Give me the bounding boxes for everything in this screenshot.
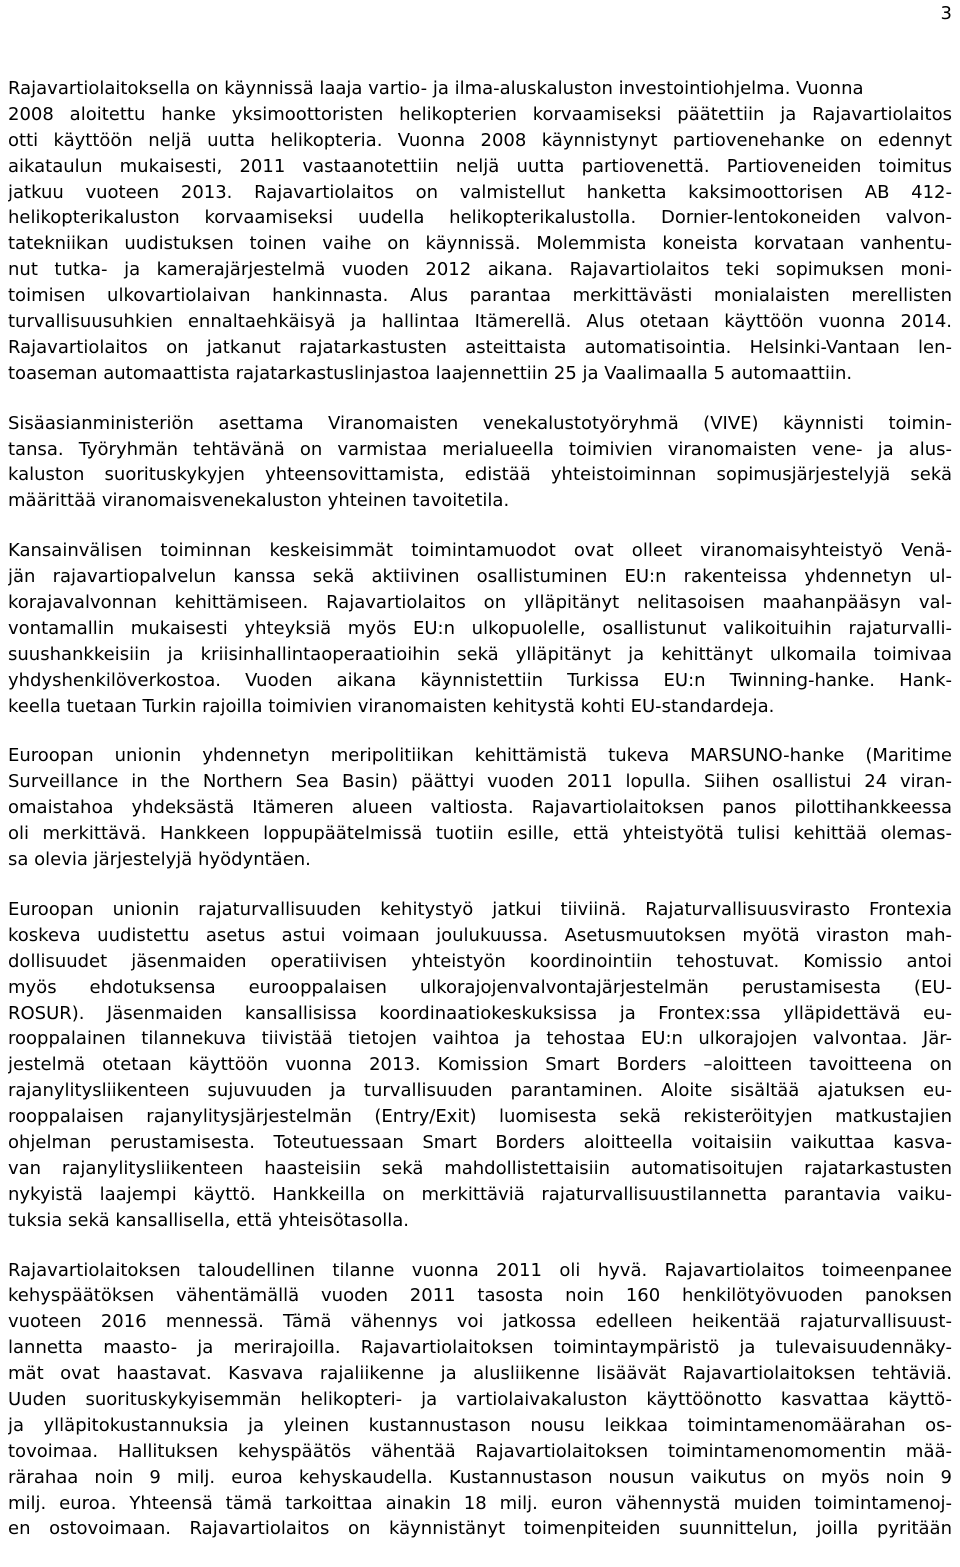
text-line: milj. euroa. Yhteensä tämä tarkoittaa ainakin 18 milj. euron vähennystä muiden toimintamenoj- <box>8 1492 952 1514</box>
text-line: tansa. Työryhmän tehtävänä on varmistaa merialueella toimivien viranomaisten vene- ja alus- <box>8 438 952 460</box>
text-line: rärahaa noin 9 milj. euroa kehyskaudella. Kustannustason nousun vaikutus on myös noin 9 <box>8 1466 952 1488</box>
text-line: myös ehdotuksensa eurooppalaisen ulkorajojenvalvontajärjestelmän perustamisesta (EU- <box>8 976 952 998</box>
text-line: ROSUR). Jäsenmaiden kansallisissa koordinaatiokeskuksissa ja Frontex:ssa ylläpidettävä eu- <box>8 1002 952 1024</box>
text-line: sa olevia järjestelyjä hyödyntäen. <box>8 849 311 871</box>
text-line: koskeva uudistettu asetus astui voimaan joulukuussa. Asetusmuutoksen myötä viraston mah- <box>8 924 952 946</box>
text-line: oli merkittävä. Hankkeen loppupäätelmissä tuotiin esille, että yhteistyötä tulisi kehittää olemas- <box>8 823 952 845</box>
text-line: jän rajavartiopalvelun kanssa sekä aktiivinen osallistuminen EU:n rakenteissa yhdennetyn ul- <box>8 566 952 588</box>
text-line: van rajanylitysliikenteen haasteisiin sekä mahdollistettaisiin automatisoitujen rajatarkastusten <box>8 1157 952 1179</box>
text-line: ohjelman perustamisesta. Toteutuessaan Smart Borders aloitteella voitaisiin vaikuttaa kasva- <box>8 1131 952 1153</box>
text-line: jestelmä otetaan käyttöön vuonna 2013. Komission Smart Borders –aloitteen tavoitteena on <box>8 1054 952 1076</box>
text-line: ja ylläpitokustannuksia ja yleinen kustannustason nousu leikkaa toimintamenomäärahan os- <box>8 1414 952 1436</box>
text-line: tuksia sekä kansallisella, että yhteisötasolla. <box>8 1209 409 1231</box>
document-body <box>8 76 952 1566</box>
text-line: turvallisuusuhkien ennaltaehkäisyä ja hallintaa Itämerellä. Alus otetaan käyttöön vuonna 2014. <box>8 311 952 333</box>
text-line: nykyistä laajempi käyttö. Hankkeilla on merkittäviä rajaturvallisuustilannetta parantavia vaiku- <box>8 1183 952 1205</box>
text-line: rooppalainen tilannekuva tiivistää tietojen vaihtoa ja tehostaa EU:n ulkorajojen valvontaa. Jär- <box>8 1028 952 1050</box>
text-line: tovoimaa. Hallituksen kehyspäätös vähentää Rajavartiolaitoksen toimintamenomomentin mää- <box>8 1440 952 1462</box>
text-line: Euroopan unionin yhdennetyn meripolitiikan kehittämistä tukeva MARSUNO-hanke (Maritime <box>8 745 952 767</box>
text-line: määrittää viranomaisvenekaluston yhteinen tavoitetila. <box>8 490 510 512</box>
text-line: Rajavartiolaitoksella on käynnissä laaja vartio- ja ilma-aluskaluston investointiohjelma. Vuonna <box>8 78 864 99</box>
text-line: korajavalvonnan kehittämiseen. Rajavartiolaitos on ylläpitänyt nelitasoisen maahanpääsyn val- <box>8 592 952 614</box>
text-line: Euroopan unionin rajaturvallisuuden kehitystyö jatkui tiiviinä. Rajaturvallisuusvirasto Frontexia <box>8 898 952 920</box>
text-line: toaseman automaattista rajatarkastuslinjastoa laajennettiin 25 ja Vaalimaalla 5 automaattiin. <box>8 362 853 384</box>
text-line: Kansainvälisen toiminnan keskeisimmät toimintamuodot ovat olleet viranomaisyhteistyö Venä- <box>8 540 952 562</box>
text-line: toimisen ulkovartiolaivan hankinnasta. Alus parantaa merkittävästi monialaisten merellisten <box>8 285 952 307</box>
text-line: Uuden suorituskykyisemmän helikopteri- ja vartiolaivakaluston käyttöönotto kasvattaa käyttö- <box>8 1388 952 1410</box>
text-line: rajanylitysliikenteen sujuvuuden ja turvallisuuden parantaminen. Aloite sisältää ajatuksen eu- <box>8 1080 952 1102</box>
paragraph <box>8 897 952 1234</box>
text-line: nut tutka- ja kamerajärjestelmä vuoden 2012 aikana. Rajavartiolaitos teki sopimuksen moni- <box>8 259 952 281</box>
text-line: vuoteen 2016 mennessä. Tämä vähennys voi jatkossa edelleen heikentää rajaturvallisuust- <box>8 1311 952 1333</box>
text-line: helikopterikaluston korvaamiseksi uudella helikopterikalustolla. Dornier-lentokoneiden valvon- <box>8 207 952 229</box>
page-number: 3 <box>940 3 952 24</box>
text-line: kaluston suorituskykyjen yhteensovittamista, edistää yhteistoiminnan sopimusjärjestelyjä sekä <box>8 464 952 486</box>
paragraph <box>8 1258 952 1543</box>
text-line: vontamallin mukaisesti yhteyksiä myös EU:n ulkopuolelle, osallistunut valikoituihin rajaturvalli- <box>8 617 952 639</box>
text-line: keella tuetaan Turkin rajoilla toimivien viranomaisten kehitystä kohti EU-standardeja. <box>8 695 775 717</box>
text-line: mät ovat haastavat. Kasvava rajaliikenne ja alusliikenne lisäävät Rajavartiolaitoksen tehtäviä. <box>8 1363 952 1385</box>
paragraph <box>8 411 952 515</box>
text-line: tatekniikan uudistuksen toinen vaihe on käynnissä. Molemmista koneista korvataan vanhentu- <box>8 233 952 255</box>
text-line: aikataulun mukaisesti, 2011 vastaanotettiin neljä uutta partiovenettä. Partioveneiden toimitus <box>8 155 952 177</box>
text-line: kehyspäätöksen vähentämällä vuoden 2011 tasosta noin 160 henkilötyövuoden panoksen <box>8 1285 952 1307</box>
text-line: rooppalaisen rajanylitysjärjestelmän (Entry/Exit) luomisesta sekä rekisteröityjen matkustajien <box>8 1106 952 1128</box>
paragraph <box>8 743 952 872</box>
text-line: jatkuu vuoteen 2013. Rajavartiolaitos on valmistellut hanketta kaksimoottorisen AB 412- <box>8 181 952 203</box>
text-line: otti käyttöön neljä uutta helikopteria. Vuonna 2008 käynnistynyt partiovenehanke on edennyt <box>8 129 952 151</box>
text-line: suushankkeisiin ja kriisinhallintaoperaatioihin sekä ylläpitänyt ja kehittänyt ulkomaila toimivaa <box>8 643 952 665</box>
text-line: yhdyshenkilöverkostoa. Vuoden aikana käynnistettiin Turkissa EU:n Twinning-hanke. Hank- <box>8 669 952 691</box>
text-line: Rajavartiolaitos on jatkanut rajatarkastusten asteittaista automatisointia. Helsinki-Vantaan len- <box>8 336 952 358</box>
text-line: Surveillance in the Northern Sea Basin) päättyi vuoden 2011 lopulla. Siihen osallistui 24 viran- <box>8 771 952 793</box>
text-line: en ostovoimaan. Rajavartiolaitos on käynnistänyt toimenpiteiden suunnittelun, joilla pyritään <box>8 1518 952 1540</box>
text-line: Sisäasianministeriön asettama Viranomaisten venekalustotyöryhmä (VIVE) käynnisti toimin- <box>8 412 952 434</box>
text-line: dollisuudet jäsenmaiden operatiivisen yhteistyön koordinointiin tehostuvat. Komissio antoi <box>8 950 952 972</box>
text-line: lannetta maasto- ja merirajoilla. Rajavartiolaitoksen toimintaympäristö ja tulevaisuudennäky- <box>8 1337 952 1359</box>
paragraph <box>8 76 952 387</box>
paragraph <box>8 538 952 719</box>
text-line: 2008 aloitettu hanke yksimoottoristen helikopterien korvaamiseksi päätettiin ja Rajavartiolaitos <box>8 103 952 125</box>
text-line: Rajavartiolaitoksen taloudellinen tilanne vuonna 2011 oli hyvä. Rajavartiolaitos toimeenpanee <box>8 1259 952 1281</box>
text-line: omaistahoa yhdeksästä Itämeren alueen valtiosta. Rajavartiolaitoksen panos pilottihankkeessa <box>8 797 952 819</box>
